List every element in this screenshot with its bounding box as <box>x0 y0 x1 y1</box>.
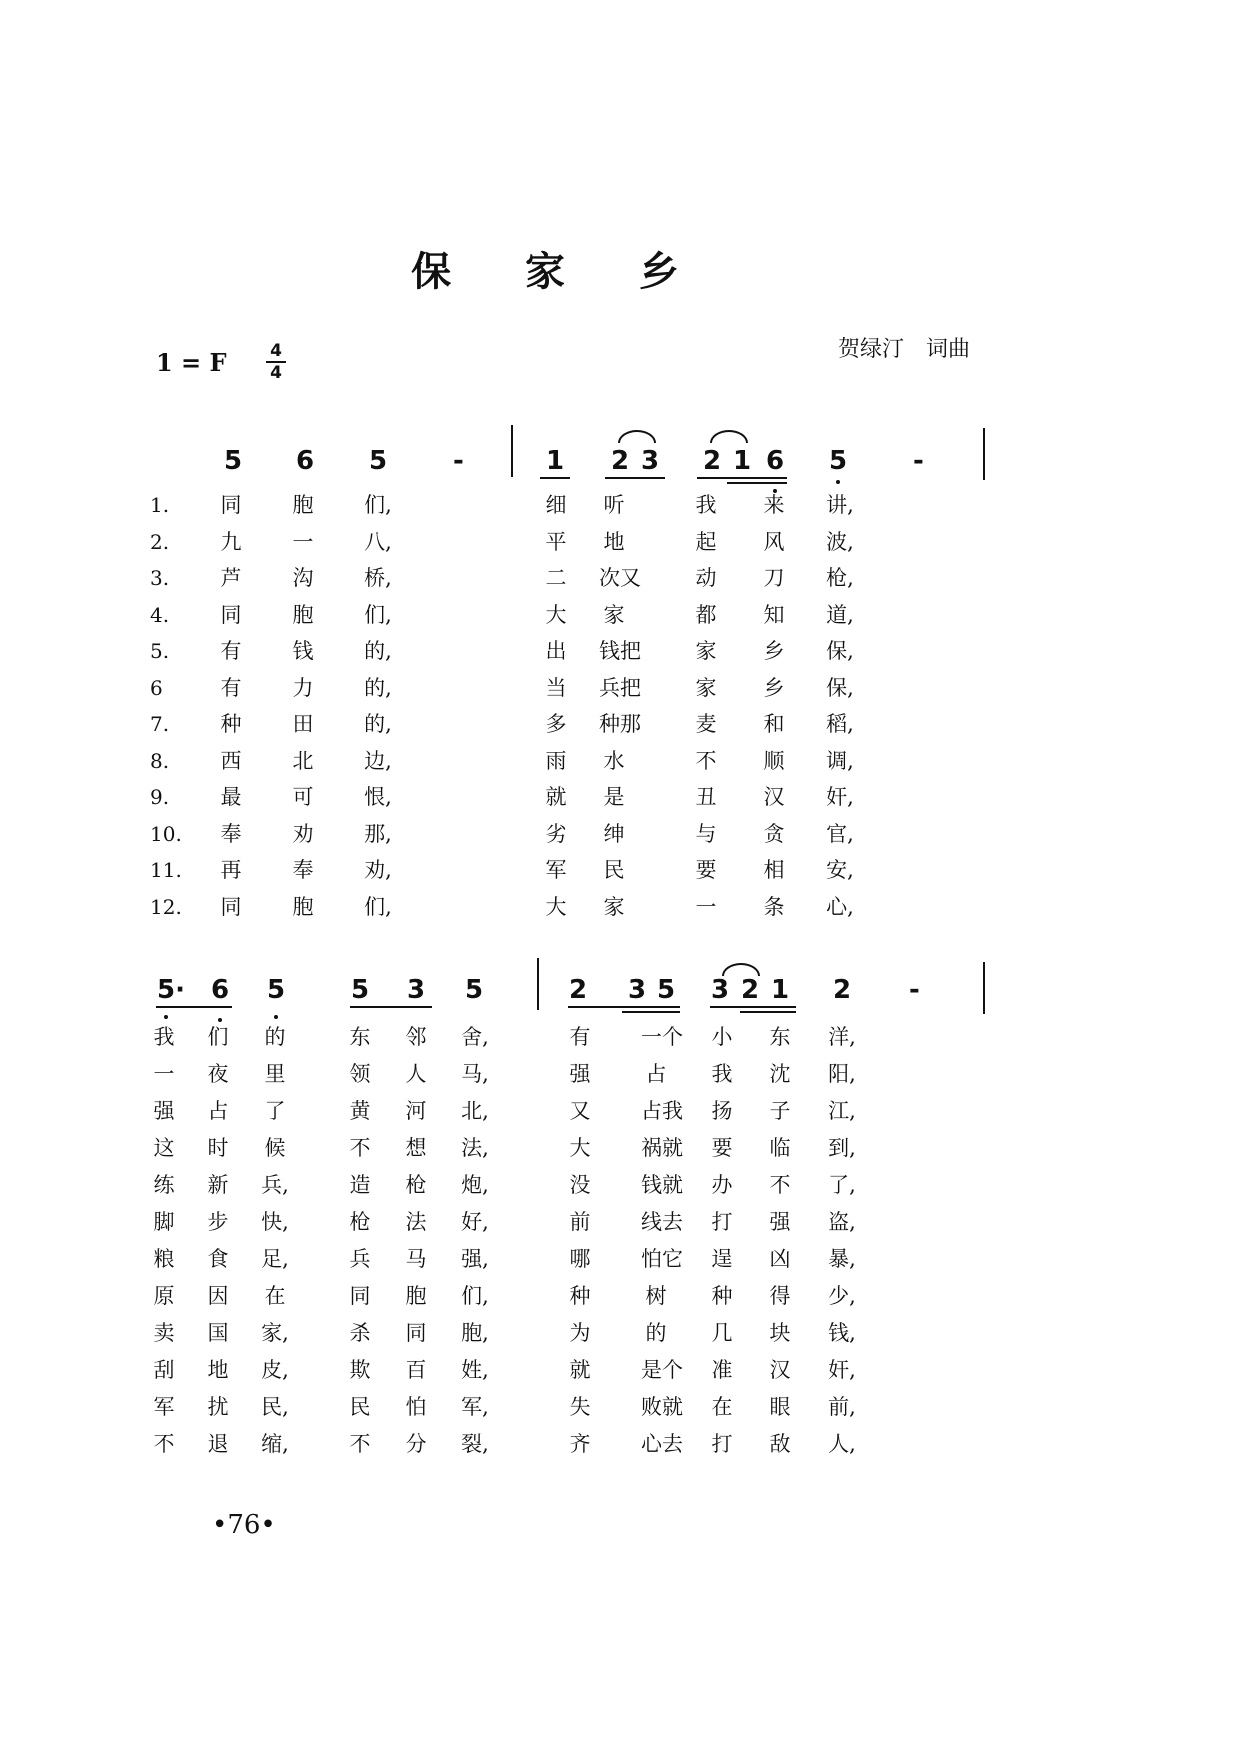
verse-number: 10. <box>150 821 182 846</box>
lyric-syllable: 是 <box>603 785 625 809</box>
lyric-syllable: 心, <box>826 894 854 919</box>
lyric-syllable: 扬 <box>711 1099 733 1123</box>
lyric-syllable: 顺 <box>763 748 785 773</box>
lyric-syllable: 同 <box>220 602 242 627</box>
lyric-syllable: 的, <box>364 639 392 663</box>
lyric-syllable: 民, <box>261 1395 289 1419</box>
lyric-syllable: 次又 <box>599 566 641 590</box>
lyric-syllable: 百 <box>405 1358 427 1382</box>
lyric-syllable: 军 <box>545 858 567 882</box>
lyric-syllable: 杀 <box>349 1321 371 1345</box>
jianpu-note: 1 <box>545 446 565 476</box>
lyric-syllable: 一 <box>153 1062 175 1086</box>
jianpu-note: 6 <box>765 446 785 476</box>
verse-number: 3. <box>150 566 170 590</box>
lyric-syllable: 洋, <box>828 1025 856 1049</box>
lyric-syllable: 要 <box>695 858 717 882</box>
slur-mark <box>722 963 760 976</box>
lyric-syllable: 可 <box>292 785 314 809</box>
lyric-syllable: 快, <box>261 1210 289 1234</box>
jianpu-note: 2 <box>610 446 630 476</box>
lyric-syllable: 恨, <box>364 785 392 809</box>
low-octave-dot <box>274 1015 278 1019</box>
verse-number: 4. <box>150 602 170 627</box>
lyric-syllable: 沟 <box>292 566 314 590</box>
lyric-syllable: 领 <box>349 1062 371 1086</box>
verse-number: 8. <box>150 748 170 773</box>
jianpu-note: 3 <box>627 975 647 1005</box>
lyric-syllable: 眼 <box>769 1395 791 1419</box>
lyric-syllable: 候 <box>264 1136 286 1160</box>
lyric-syllable: 同 <box>405 1321 427 1345</box>
lyric-syllable: 的, <box>364 675 392 700</box>
lyric-syllable: 军 <box>153 1395 175 1419</box>
lyric-syllable: 前, <box>828 1395 856 1419</box>
lyric-syllable: 占 <box>645 1062 667 1086</box>
lyric-syllable: 讲, <box>826 493 854 517</box>
lyric-syllable: 炮, <box>461 1173 489 1197</box>
lyric-syllable: 办 <box>711 1173 733 1197</box>
lyric-syllable: 种 <box>569 1284 591 1308</box>
meter-top: 4 <box>270 341 282 361</box>
lyric-syllable: 强 <box>153 1099 175 1123</box>
lyric-syllable: 枪 <box>405 1173 427 1197</box>
lyric-syllable: 兵把 <box>599 675 641 700</box>
lyric-syllable: 强 <box>569 1062 591 1086</box>
lyric-syllable: 的 <box>645 1321 667 1345</box>
lyric-syllable: 奸, <box>828 1358 856 1382</box>
jianpu-note: 3 <box>710 975 730 1005</box>
lyric-syllable: 不 <box>769 1173 791 1197</box>
lyric-syllable: 胞 <box>292 493 314 517</box>
jianpu-note: 5 <box>350 975 370 1005</box>
jianpu-note: 5 <box>828 446 848 476</box>
lyric-syllable: 几 <box>711 1321 733 1345</box>
lyric-syllable: 调, <box>826 748 854 773</box>
lyric-syllable: 人 <box>405 1062 427 1086</box>
lyric-syllable: 水 <box>603 748 625 773</box>
low-octave-dot <box>218 1018 222 1022</box>
lyric-syllable: 练 <box>153 1173 175 1197</box>
lyric-syllable: 枪 <box>349 1210 371 1234</box>
lyric-syllable: 马 <box>405 1247 427 1271</box>
jianpu-note: 2 <box>832 975 852 1005</box>
lyric-syllable: 在 <box>264 1284 286 1308</box>
lyric-syllable: 桥, <box>364 566 392 590</box>
lyric-syllable: 听 <box>603 493 625 517</box>
lyric-syllable: 卖 <box>153 1321 175 1345</box>
lyric-syllable: 强, <box>461 1247 489 1271</box>
lyric-syllable: 胞, <box>461 1321 489 1345</box>
lyric-syllable: 要 <box>711 1136 733 1160</box>
lyric-syllable: 九 <box>220 529 242 554</box>
slur-mark <box>710 430 748 443</box>
lyric-syllable: 新 <box>207 1173 229 1197</box>
lyric-syllable: 乡 <box>763 675 785 700</box>
lyric-syllable: 再 <box>220 858 242 882</box>
lyric-syllable: 一个 <box>641 1025 683 1049</box>
lyric-syllable: 姓, <box>461 1358 489 1382</box>
lyric-syllable: 没 <box>569 1173 591 1197</box>
lyric-syllable: 相 <box>763 858 785 882</box>
lyric-syllable: 心去 <box>641 1432 683 1456</box>
beam-line <box>568 1006 680 1008</box>
lyric-syllable: 准 <box>711 1358 733 1382</box>
jianpu-note: 1 <box>770 975 790 1005</box>
lyric-syllable: 种 <box>220 712 242 736</box>
lyric-syllable: 一 <box>292 529 314 554</box>
lyric-syllable: 保, <box>826 639 854 663</box>
lyric-syllable: 邻 <box>405 1025 427 1049</box>
lyric-syllable: 稻, <box>826 712 854 736</box>
lyric-syllable: 钱, <box>828 1321 856 1345</box>
lyric-syllable: 绅 <box>603 821 625 846</box>
lyric-syllable: 起 <box>695 529 717 554</box>
lyric-syllable: 家 <box>695 675 717 700</box>
jianpu-note: 3 <box>640 446 660 476</box>
lyric-syllable: 家 <box>603 602 625 627</box>
jianpu-note: 2 <box>702 446 722 476</box>
lyric-syllable: 北 <box>292 748 314 773</box>
lyric-syllable: 我 <box>711 1062 733 1086</box>
lyric-syllable: 种 <box>711 1284 733 1308</box>
lyric-syllable: 又 <box>569 1099 591 1123</box>
lyric-syllable: 欺 <box>349 1358 371 1382</box>
lyric-syllable: 刮 <box>153 1358 175 1382</box>
lyric-syllable: 汉 <box>763 785 785 809</box>
jianpu-note: 1 <box>732 446 752 476</box>
lyric-syllable: 家, <box>261 1321 289 1345</box>
lyric-syllable: 汉 <box>769 1358 791 1382</box>
lyric-syllable: 胞 <box>292 894 314 919</box>
lyric-syllable: 一 <box>695 894 717 919</box>
lyric-syllable: 知 <box>763 602 785 627</box>
song-title: 保 家 乡 <box>411 248 709 295</box>
beam-line <box>622 1011 680 1013</box>
verse-number: 5. <box>150 639 170 663</box>
lyric-syllable: 了 <box>264 1099 286 1123</box>
verse-number: 7. <box>150 712 170 736</box>
lyric-syllable: 田 <box>292 712 314 736</box>
lyric-syllable: 想 <box>405 1136 427 1160</box>
lyric-syllable: 大 <box>569 1136 591 1160</box>
lyric-syllable: 丑 <box>695 785 717 809</box>
lyric-syllable: 到, <box>828 1136 856 1160</box>
lyric-syllable: 原 <box>153 1284 175 1308</box>
lyric-syllable: 们, <box>364 493 392 517</box>
lyric-syllable: 大 <box>545 894 567 919</box>
lyric-syllable: 奉 <box>220 821 242 846</box>
meter-bottom: 4 <box>270 363 282 383</box>
lyric-syllable: 人, <box>828 1432 856 1456</box>
lyric-syllable: 退 <box>207 1432 229 1456</box>
lyric-syllable: 八, <box>364 529 392 554</box>
lyric-syllable: 我 <box>695 493 717 517</box>
lyric-syllable: 线去 <box>641 1210 683 1234</box>
lyric-syllable: 河 <box>405 1099 427 1123</box>
lyric-syllable: 马, <box>461 1062 489 1086</box>
lyric-syllable: 造 <box>349 1173 371 1197</box>
verse-number: 9. <box>150 785 170 809</box>
lyric-syllable: 同 <box>349 1284 371 1308</box>
verse-number: 6 <box>150 675 163 700</box>
dash-note: - <box>909 975 920 1005</box>
lyric-syllable: 边, <box>364 748 392 773</box>
lyric-syllable: 我 <box>153 1025 175 1049</box>
lyric-syllable: 打 <box>711 1432 733 1456</box>
author-role: 词曲 <box>926 337 971 362</box>
lyric-syllable: 劝 <box>292 821 314 846</box>
lyric-syllable: 前 <box>569 1210 591 1234</box>
lyric-syllable: 是个 <box>641 1358 683 1382</box>
lyric-syllable: 西 <box>220 748 242 773</box>
lyric-syllable: 们, <box>364 894 392 919</box>
lyric-syllable: 东 <box>769 1025 791 1049</box>
lyric-syllable: 保, <box>826 675 854 700</box>
beam-line <box>710 1006 796 1008</box>
lyric-syllable: 家 <box>603 894 625 919</box>
lyric-syllable: 家 <box>695 639 717 663</box>
lyric-syllable: 出 <box>545 639 567 663</box>
lyric-syllable: 就 <box>569 1358 591 1382</box>
lyric-syllable: 地 <box>603 529 625 554</box>
lyric-syllable: 刀 <box>763 566 785 590</box>
lyric-syllable: 平 <box>545 529 567 554</box>
lyric-syllable: 兵, <box>261 1173 289 1197</box>
beam-line <box>740 1011 796 1013</box>
lyric-syllable: 地 <box>207 1358 229 1382</box>
lyric-syllable: 沈 <box>769 1062 791 1086</box>
lyric-syllable: 敌 <box>769 1432 791 1456</box>
lyric-syllable: 阳, <box>828 1062 856 1086</box>
lyric-syllable: 乡 <box>763 639 785 663</box>
lyric-syllable: 波, <box>826 529 854 554</box>
lyric-syllable: 兵 <box>349 1247 371 1271</box>
jianpu-note: 5 <box>368 446 388 476</box>
author-name: 贺绿汀 <box>838 337 905 362</box>
lyric-syllable: 劣 <box>545 821 567 846</box>
jianpu-note: 3 <box>406 975 426 1005</box>
low-octave-dot <box>836 480 840 484</box>
lyric-syllable: 子 <box>769 1099 791 1123</box>
lyric-syllable: 枪, <box>826 566 854 590</box>
lyric-syllable: 麦 <box>695 712 717 736</box>
jianpu-note: 5 <box>266 975 286 1005</box>
page-number: •76• <box>212 1510 276 1540</box>
time-signature <box>266 342 286 382</box>
lyric-syllable: 树 <box>645 1284 667 1308</box>
lyric-syllable: 不 <box>153 1432 175 1456</box>
lyric-syllable: 大 <box>545 602 567 627</box>
jianpu-note: 2 <box>568 975 588 1005</box>
lyric-syllable: 们, <box>461 1284 489 1308</box>
lyric-syllable: 当 <box>545 675 567 700</box>
lyric-syllable: 道, <box>826 602 854 627</box>
lyric-syllable: 军, <box>461 1395 489 1419</box>
lyric-syllable: 力 <box>292 675 314 700</box>
lyric-syllable: 劝, <box>364 858 392 882</box>
lyric-syllable: 奉 <box>292 858 314 882</box>
lyric-syllable: 二 <box>545 566 567 590</box>
key-signature: 1 = F <box>156 348 227 377</box>
jianpu-note: 6 <box>295 446 315 476</box>
lyric-syllable: 打 <box>711 1210 733 1234</box>
lyric-syllable: 足, <box>261 1247 289 1271</box>
jianpu-note: 5 <box>464 975 484 1005</box>
dash-note: - <box>453 446 464 476</box>
lyric-syllable: 不 <box>695 748 717 773</box>
lyric-syllable: 最 <box>220 785 242 809</box>
lyric-syllable: 民 <box>349 1395 371 1419</box>
beam-line <box>540 477 570 479</box>
lyric-syllable: 来 <box>763 493 785 517</box>
lyric-syllable: 缩, <box>261 1432 289 1456</box>
lyric-syllable: 和 <box>763 712 785 736</box>
lyric-syllable: 里 <box>264 1062 286 1086</box>
lyric-syllable: 盗, <box>828 1210 856 1234</box>
lyric-syllable: 得 <box>769 1284 791 1308</box>
lyric-syllable: 雨 <box>545 748 567 773</box>
low-octave-dot <box>164 1015 168 1019</box>
lyric-syllable: 的 <box>264 1025 286 1049</box>
lyric-syllable: 钱就 <box>641 1173 683 1197</box>
lyric-syllable: 失 <box>569 1395 591 1419</box>
lyric-syllable: 强 <box>769 1210 791 1234</box>
lyric-syllable: 裂, <box>461 1432 489 1456</box>
verse-number: 11. <box>150 858 182 882</box>
slur-mark <box>618 430 656 443</box>
lyric-syllable: 钱把 <box>599 639 641 663</box>
final-barline <box>983 428 985 480</box>
lyric-syllable: 块 <box>769 1321 791 1345</box>
lyric-syllable: 有 <box>220 639 242 663</box>
lyric-syllable: 了, <box>828 1173 856 1197</box>
lyric-syllable: 皮, <box>261 1358 289 1382</box>
verse-number: 1. <box>150 493 170 517</box>
lyric-syllable: 齐 <box>569 1432 591 1456</box>
lyric-syllable: 与 <box>695 821 717 846</box>
lyric-syllable: 败就 <box>641 1395 683 1419</box>
lyric-syllable: 们, <box>364 602 392 627</box>
lyric-syllable: 就 <box>545 785 567 809</box>
barline <box>537 958 539 1010</box>
beam-line <box>605 477 665 479</box>
jianpu-note: 5 <box>656 975 676 1005</box>
lyric-syllable: 脚 <box>153 1210 175 1234</box>
lyric-syllable: 不 <box>349 1432 371 1456</box>
lyric-syllable: 黄 <box>349 1099 371 1123</box>
lyric-syllable: 民 <box>603 858 625 882</box>
lyric-syllable: 舍, <box>461 1025 489 1049</box>
lyric-syllable: 细 <box>545 493 567 517</box>
lyric-syllable: 同 <box>220 493 242 517</box>
lyric-syllable: 胞 <box>292 602 314 627</box>
lyric-syllable: 们 <box>207 1025 229 1049</box>
lyric-syllable: 北, <box>461 1099 489 1123</box>
lyric-syllable: 风 <box>763 529 785 554</box>
lyric-syllable: 凶 <box>769 1247 791 1271</box>
jianpu-note: 5 <box>223 446 243 476</box>
author-credit <box>838 332 970 363</box>
lyric-syllable: 分 <box>405 1432 427 1456</box>
lyric-syllable: 时 <box>207 1136 229 1160</box>
verse-number: 12. <box>150 894 182 919</box>
lyric-syllable: 安, <box>826 858 854 882</box>
lyric-syllable: 夜 <box>207 1062 229 1086</box>
lyric-syllable: 少, <box>828 1284 856 1308</box>
lyric-syllable: 国 <box>207 1321 229 1345</box>
lyric-syllable: 有 <box>220 675 242 700</box>
lyric-syllable: 粮 <box>153 1247 175 1271</box>
lyric-syllable: 小 <box>711 1025 733 1049</box>
lyric-syllable: 祸就 <box>641 1136 683 1160</box>
lyric-syllable: 食 <box>207 1247 229 1271</box>
lyric-syllable: 多 <box>545 712 567 736</box>
lyric-syllable: 扰 <box>207 1395 229 1419</box>
lyric-syllable: 因 <box>207 1284 229 1308</box>
lyric-syllable: 法, <box>461 1136 489 1160</box>
lyric-syllable: 怕它 <box>641 1247 683 1271</box>
verse-number: 2. <box>150 529 170 554</box>
lyric-syllable: 临 <box>769 1136 791 1160</box>
lyric-syllable: 怕 <box>405 1395 427 1419</box>
lyric-syllable: 的, <box>364 712 392 736</box>
lyric-syllable: 同 <box>220 894 242 919</box>
lyric-syllable: 钱 <box>292 639 314 663</box>
lyric-syllable: 江, <box>828 1099 856 1123</box>
lyric-syllable: 胞 <box>405 1284 427 1308</box>
lyric-syllable: 在 <box>711 1395 733 1419</box>
lyric-syllable: 好, <box>461 1210 489 1234</box>
lyric-syllable: 奸, <box>826 785 854 809</box>
lyric-syllable: 有 <box>569 1025 591 1049</box>
lyric-syllable: 那, <box>364 821 392 846</box>
beam-line <box>697 477 787 479</box>
jianpu-note: 6 <box>210 975 230 1005</box>
lyric-syllable: 芦 <box>220 566 242 590</box>
lyric-syllable: 步 <box>207 1210 229 1234</box>
lyric-syllable: 官, <box>826 821 854 846</box>
lyric-syllable: 占我 <box>641 1099 683 1123</box>
lyric-syllable: 这 <box>153 1136 175 1160</box>
jianpu-note: 2 <box>740 975 760 1005</box>
lyric-syllable: 种那 <box>599 712 641 736</box>
lyric-syllable: 都 <box>695 602 717 627</box>
barline <box>511 425 513 477</box>
lyric-syllable: 占 <box>207 1099 229 1123</box>
beam-line <box>350 1006 432 1008</box>
jianpu-note: 5· <box>157 975 185 1005</box>
dash-note: - <box>913 446 924 476</box>
beam-line <box>727 482 787 484</box>
lyric-syllable: 条 <box>763 894 785 919</box>
lyric-syllable: 暴, <box>828 1247 856 1271</box>
lyric-syllable: 贪 <box>763 821 785 846</box>
final-barline <box>983 962 985 1014</box>
beam-line <box>156 1006 232 1008</box>
lyric-syllable: 东 <box>349 1025 371 1049</box>
lyric-syllable: 法 <box>405 1210 427 1234</box>
lyric-syllable: 为 <box>569 1321 591 1345</box>
lyric-syllable: 逞 <box>711 1247 733 1271</box>
lyric-syllable: 哪 <box>569 1247 591 1271</box>
lyric-syllable: 动 <box>695 566 717 590</box>
lyric-syllable: 不 <box>349 1136 371 1160</box>
